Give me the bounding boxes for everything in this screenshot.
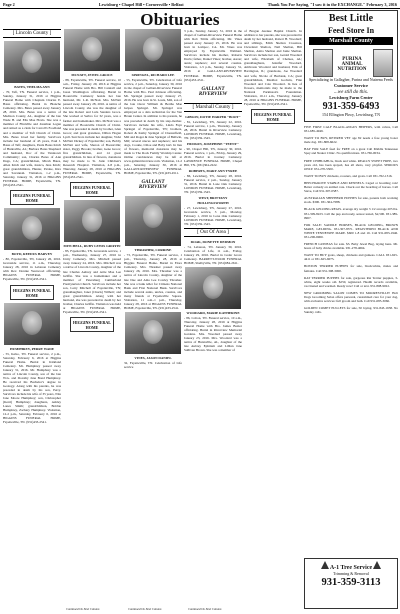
ad-brand: PURINA ANIMAL NUTRITION bbox=[337, 57, 367, 72]
obituary-entry bbox=[184, 311, 242, 352]
obituary-text: - 55, Kelso, TN. Funeral service, 2 p.m., Saturday, February 6, 2016 at Higgins Funeral Home. Burial in Kirkland Cemetery. Mr. Humphrey passed away January 31, 2016. Mr. Humphrey was a native of Lincoln County, son of the late W.G. and Dorothy Jane Bond Humphrey. He received his Bachelor's degree in Geology. Along with his parents, he was preceded in death by his son, Perry. Survivors include his wife of 35 years, Nita Jane Moore Humphrey; son, Christopher (Kerri) Humphrey; daughters, Ashley Lanes Smith; grandchildren, Bobbie Humphrey, Zachary Humphrey. Visitation, 12-2 p.m., Saturday, February 6, 2016 at HIGGINS FUNERAL HOME, Fayetteville, TN. (931)433-2541. bbox=[3, 351, 61, 425]
obituary-name: DOAK, DONETTE DEDMON bbox=[190, 239, 236, 244]
funeral-home-logo: HIGGINS FUNERAL HOME bbox=[251, 109, 295, 124]
obituary-text: - 74, Lebanon, TN. January 30, 2016. Celebration of Life, 11 a.m., Friday, January 29, 2016. Burial in Cedar Grove Cemetery. BARRETT-WOOD FUNERAL HOME, Shelbyville, TN. (931)684-2611. bbox=[184, 244, 242, 266]
obituary-text: - 73, Fayetteville, TN. Funeral service, 1 p.m., Thursday, January 28, 2016 at Higgins Funeral Home. Burial in Elora Cemetery. Mrs. Thrasher passed away January 26, 2016. Mrs. Thrasher was a native of Lincoln County, daughter of the late Dee and Ama Lee Cowley Thrasher. She was a bank teller for Citizens National Bank and First National Bank. Survivors include several aunts, uncles, cousins, and many friends at Fayetteville Square. Visitation, 11 a.m.-1 p.m., Thursday, January 28, 2016 at HIGGINS FUNERAL HOME, Fayetteville, TN. (931)433-2541. bbox=[124, 253, 182, 310]
tree-service-ad bbox=[304, 558, 398, 609]
column-5 bbox=[244, 28, 302, 611]
obituary-photo bbox=[4, 41, 60, 83]
obituary-name: MITCHELL, RUBY LEWIS GRIFFIN bbox=[63, 244, 121, 249]
obituary-name: VINES, JASON DANIEL bbox=[134, 355, 172, 360]
ad-specialty: Specializing in Gallagher, Purina and Nutrena Feeds bbox=[309, 77, 393, 82]
obituary-entry bbox=[184, 115, 242, 140]
obituary-name: WOODARD, MARIE KATHERINE bbox=[186, 311, 240, 316]
obituary-text: - 90, Chapel Hill, TN, January 30, 2016. Funeral service, 1 p.m., Friday, January 29, 2016. Burial in Journey Cemetery. LAWRENCE FUNERAL HOME, Chapel Hill, TN. (931)364-2222. bbox=[184, 146, 242, 168]
obituary-text: - 86, Colton, TN. Funeral service, 10 a.m., Thursday, January 28, 2016 at Higgins Funeral Home with Bro. James Baxter officiating. Burial in Riverview Memorial Gardens. Mrs. Woodard passed away January 23, 2016. Mrs. Woodard was a native of Huntsville, AL, daughter of the late Aubrey Ephriam and Lillian Jane Sullivan Brown. She was a member of bbox=[184, 316, 242, 353]
ad-phone: 931-359-6493 bbox=[322, 101, 380, 112]
tree-icon bbox=[321, 561, 329, 569]
classified-ad: BOSTON TERRIER PUPPIES for sale, black/white, males and females. Call 931-308-3000. bbox=[304, 264, 398, 273]
obituary-name: HUDSON, JOSEPHINE "TEENY" bbox=[187, 141, 239, 146]
obituary-text: of Brogan Avenue Baptist Church. In addition to her parents, she was preceded in death by her husband, Robert H. Woodard; and siblings, Edith Shelton Crosstree, Cleveland Shelton, Neil Shelton, Bill Shelton, Anita Shelton and Janie Shelton. Survivors include her son, Gerald Woodard and wife, Elizabeth of Chelsea, AL; granddaughters, Jennifer Woodard, Ambrosia Woodard and husband, Erik of Barrington, IL; grandsons, Joe Woodard and wife, Nicole of Burbank, CA; great grandchildren, Maddox Godwin, Finn Woodard and Cole Woodard. In lieu of flowers, memorials may be made to the National Parkinson's Foundation. Visitation, 10-11 a.m., Thursday, January 28, 2016 at HIGGINS FUNERAL HOME, Fayetteville, TN. (931)433-2541. bbox=[244, 29, 302, 106]
classified-ad: WANT TO BUY goats, sheep, chickens and guineas. CALL 931-625-4411 or 931-625-6075. bbox=[304, 253, 398, 262]
funeral-home-logo: HIGGINS FUNERAL HOME bbox=[10, 190, 54, 205]
obituary-name: SPRINGEL, RICHARD LEE bbox=[131, 73, 175, 77]
column-3 bbox=[124, 28, 182, 611]
obituary-entry bbox=[63, 73, 121, 179]
obituary-photo bbox=[125, 312, 181, 354]
header-slogan-date: Thank You For Saying, "I saw it in the EXCHANGE." February 3, 2016 bbox=[267, 1, 397, 7]
obituary-photo bbox=[125, 29, 181, 71]
ad-address: 154 Ellington Pkwy, Lewisburg, TN bbox=[321, 112, 381, 117]
ad-service-label: Customer Service bbox=[333, 83, 369, 88]
obituary-name: MCNATT, JEWEL GROCE bbox=[71, 73, 113, 77]
ad-tree-name: A-1 Tree Service bbox=[329, 565, 373, 571]
obituary-entry bbox=[3, 85, 61, 187]
obituary-entry bbox=[124, 73, 182, 175]
obituary-name: HUMPHREY, PERRY WADE bbox=[10, 346, 54, 351]
classified-ad: NEW GROOMING SALON COMES TO MOORESVILLE! Holt Dogs Grooming Salon offers personal, customized care for your dog, with exclusive services: full groom and bath. Call 931-685-3066. bbox=[304, 290, 398, 304]
ad-headline: Best Little bbox=[328, 13, 374, 24]
obituary-text: - 80, Fayetteville, TN, January 26, 2016. Graveside service, 11 a.m., Thursday, January 28, 2016 in Lebanon Cemetery with Rev. Donnie Yearwood officiating. HIGGINS FUNERAL HOME, Fayetteville, TN. (931)433-2541. bbox=[3, 257, 61, 282]
ad-headline-2: Feed Store In bbox=[327, 26, 375, 35]
obituary-photo bbox=[4, 303, 60, 345]
classifieds-list bbox=[304, 125, 398, 550]
classified-ad: FRENCH GUINEAS for sale. $3. Baby Jewel Bug, laying hens. Mt. hours of baby chicks available. 931-278-4664. bbox=[304, 242, 398, 251]
obituary-text: - 81, Lewisburg, TN, January 22, 2016. Funeral service, 1 p.m., Thursday, January 28, 2016. Burial in Riverview Cemetery. LONDON FUNERAL HOME, Lewisburg, TN. (931)359-1543. bbox=[184, 119, 242, 140]
obituary-entry bbox=[184, 169, 242, 194]
feed-store-ad bbox=[304, 10, 398, 122]
tree-icon bbox=[373, 561, 381, 569]
ad-county-banner: Marshall County bbox=[309, 37, 393, 45]
page-number: Page 2 bbox=[3, 1, 15, 7]
obituary-entry bbox=[3, 347, 61, 425]
funeral-home-logo: HIGGINS FUNERAL HOME bbox=[70, 317, 114, 332]
classified-ad: FOR SALE: SADDLE HORSES, BLACK GELDING, BROWN MARE, GELDING. 931-307-8371. REGISTERED BLACK AND WHITE TENNESSEE MARE. $600 1-8 and 16. Call 931-683-1946. 931-206-6960. bbox=[304, 222, 398, 239]
advertisement-column bbox=[304, 10, 398, 610]
continued-note: Continued On Next Column bbox=[66, 607, 100, 611]
obituary-name: THRASHER, CORRINE bbox=[134, 248, 172, 253]
section-heading: [ Marshall County ] bbox=[184, 103, 242, 112]
funeral-home-logo: HIGGINS FUNERAL HOME bbox=[70, 182, 114, 197]
page-title: Obituaries bbox=[140, 10, 220, 29]
obituary-entry bbox=[3, 252, 61, 281]
obituary-entry bbox=[184, 29, 242, 82]
obituary-name: ROBERTS, MARY ANN TYREE bbox=[188, 169, 238, 174]
funeral-home-logo: GALLANT RIVERVIEW bbox=[138, 180, 168, 191]
column-4 bbox=[184, 28, 242, 611]
page-header bbox=[0, 0, 400, 9]
section-heading: [ Out Of Area ] bbox=[184, 228, 242, 237]
obituary-entry bbox=[124, 248, 182, 310]
classified-ad: WANT TO BUY, RETIRED VET age 82 needs a free young boxer male dog. 931-808-6622. bbox=[304, 136, 398, 145]
obituary-text: - 55, Fayetteville, TN. Celebration of Life service, 2 p.m., Saturday, January 30, 2016 in the chapel of Gallant-Riverview Funeral Home with Bro. Paul Johnson officiating. Mr. Springel passed away January 27, 2016. He was born in St. Louis, MO, son of the late Oscar William & Bertha Mae Gripes Springel. Mr. Springel was employed as a data technician for the Van Braun Center. In addition to his parents, he was preceded in death by his step-mother. Survivors include his wife, Linda Faye Springel of Fayetteville, TN; brothers, Robert & Kathy Springel of Chesterfield, MO and Roger & Jane Springel of Ballwin, MO; several nieces and nephews; and his dogs, Cookie, Chloe and Baby Girl. In lieu of flowers, memorial donations may be made to The Rock Family Worship Center. Online condolences may be left at www.gallantriverview.com. Visitation, 12-2 p.m., Saturday, January 30, 2016 at GALLANT-RIVERVIEW FUNERAL HOME, Fayetteville, TN. (931)433-4511. bbox=[124, 78, 182, 176]
classified-ad: HAY FOR SALE feed for FREE on a great Call Middle Tennessee Spay and Neuter Clinic. No qualifications. 931-766-0034. bbox=[304, 147, 398, 156]
classified-ad: GOLDEN COMET PULLETS for sale, 50 laying. 931-843-1938. No Sunday calls. bbox=[304, 306, 398, 315]
obituary-photo bbox=[64, 200, 120, 242]
obituary-text: - 27, Lewisburg, TN, January 27, 2016. Graveside service, 3 p.m., Monday, February 1, 2016 in Lone Oak Cemetery. LONDON FUNERAL HOME, Lewisburg, TN. (931)359-1543. bbox=[184, 205, 242, 226]
obituary-entry bbox=[184, 196, 242, 225]
section-heading: [ Lincoln County ] bbox=[3, 29, 61, 38]
obituary-text: - 70, Taft, TN. Funeral service, 1 p.m., Sunday, January 31, 2016 at Higgins Funeral Home with Chaplain Charles E. Bates officiating. Burial in Blanche Cemetery. Mrs. Bates passed away January 28, 2016. Mrs. Bates was a native of Madison County, AL, daughter of the late Wade H. and Ella Mae Hovis. She was a member of Flintville and Jonathan Logan and retired as a clerk for Carroll's Foodland and a member of Taft Church of Christ. Mrs. Bates loved her family. Survivors include her husband of 43 years, Paul J. Bates of Taft; daughters, Paula Bates Kirch of Huntsville, AL; Barbara Bates Shepherd and husband, Doc of the Vanntown Community; son, Charles Bates of Ann Dago, CA; grandchildren, Micah Bates, Allen Kirch and wife, Jessica, Jana Kirch; great grandchildren, Hunter, Paxlee, Kira and Savannah. Visitation, 1-2 p.m., Saturday, January 31, 2016 at HIGGINS FUNERAL HOME, Fayetteville, TN. (931)433-2541. bbox=[3, 90, 61, 188]
ad-business-name: Lewisburg Farm Center bbox=[329, 95, 373, 100]
feed-sack-icon bbox=[373, 49, 393, 77]
obituary-entry bbox=[244, 29, 302, 106]
column-1 bbox=[3, 28, 61, 611]
obituary-text: - 83, Fayetteville, TN. Graveside service, 1 p.m., Wednesday, January 27, 2016 in Unity Cemetery. Mrs. Mitchell passed away January 24, 2016. Mrs. Mitchell was a native of Lincoln County, daughter of the late Charles Aubrey and Artie Mae Lee Griffin. She was a homemaker and a member of Petersburg Cumberland Presbyterian Church. Survivors include her son, Larry Mitchell of Fayetteville, TN; granddaughter, Janet (Chuck) Wilhoit; and great grandchildren. Along with her husband, she was preceded in death by her brother, Charles Griffin. Visitation was held at HIGGINS FUNERAL HOME, Fayetteville, TN. (931)433-2541. bbox=[63, 249, 121, 314]
obituary-text: 32, Fayetteville, TN. Celebration of Life service bbox=[124, 360, 182, 369]
classified-ad: RAT TERRIER PUPPIES for sale, gorgeous Rat Terrier puppies, 3-white, eight weeks old. $250, registered. Health records available, vaccinated and wormed. Ready now! Call or text. 931-808-9022. bbox=[304, 275, 398, 288]
column-2 bbox=[63, 28, 121, 611]
obituary-photo bbox=[4, 208, 60, 250]
obituary-photo bbox=[185, 267, 241, 309]
obituary-name: GIBSON, DOTIE HARPER "BOOT" bbox=[185, 114, 241, 119]
classified-ad: AUSTRALIAN SHEPHERD PUPPIES for sale, parents both working stock. $300. 931-364-7088. bbox=[304, 196, 398, 205]
ad-tree-services: Trimming & Removal bbox=[333, 571, 369, 576]
obituary-name: WEST, BRITTANY HOLLINGSWORTH bbox=[197, 196, 229, 205]
continued-note: Continued On Next Column bbox=[128, 607, 162, 611]
ad-tree-phone: 931-359-3113 bbox=[321, 577, 381, 588]
classified-ad: FIVE FIRST CALF BLACK-ANGUS HEIFERS, with calves, Call 931-685-4949. bbox=[304, 125, 398, 134]
publication-towns: Lewisburg • Chapel Hill • Cornersville • Belfast bbox=[98, 1, 184, 7]
feed-sack-icon bbox=[313, 49, 333, 77]
obituary-entry bbox=[63, 244, 121, 314]
obituary-text: - 88, Fayetteville, TN. Funeral service, 10 a.m., Friday, January 29, 2016 at Higgins Funeral Home with Bro. Bill Cantrell and Jason Waddington officiating. Burial in Boonsville Cemetery beside her late husband, Mr. L.R. McNatt. Mrs. McNatt passed away January 28, 2016. A native of Lincoln County, she was the daughter of the late Robert and Lula Sanders Groce. She worked at Serbro for 32 years, was a farmer and homemaker. Mrs. McNatt was a member of Boonsville Church of Christ. She was preceded in death by brother, Glen Groce; and great grandson, Dillon Hogan Lyell. Survivors include her daughter, Vicki McNatt Dickey of Fayetteville; son, Bobby McNatt and wife, Sharon of Boonsville; sister, Peggy Brooks; brother, Gene Groce; five grandchildren, and 14 great grandchildren. In lieu of flowers, donations may be made to St. Jude Children's Research Hospital. Visitation, 4-8 p.m., Thursday, January 28, 2016 at HIGGINS FUNERAL HOME, Fayetteville, TN. (931)433-2541. bbox=[63, 78, 121, 180]
ad-tagline: ...we still do this. bbox=[333, 90, 369, 95]
obituary-entry bbox=[184, 142, 242, 167]
obituary-entry bbox=[124, 356, 182, 369]
obituary-photo bbox=[125, 196, 181, 246]
obituary-name: BOYD, REEDUS HARVEY bbox=[11, 252, 53, 257]
continued-note: Continued On Next Column bbox=[188, 607, 222, 611]
obituary-text: 3 p.m., Sunday, January 31, 2016 in the chapel of Gallant-Riverview Funeral Home with Rob Trittle officiating. Mr. Vines passed away January 25, 2016. He was born in Lompoc, CA. Mr. Vines was employed by Fayetteville Walmart. Survivors include his mother, Roberta Davis; father, Daniel Vines; brother, Aaron; aunts; nephews; and several cousins. Visitation, 1-3 p.m., Sunday, January 31, 2016 at GALLANT-RIVERVIEW FUNERAL HOME, Fayetteville, TN. (931)433-4511. bbox=[184, 29, 242, 82]
feed-sacks-image bbox=[305, 47, 397, 77]
obituary-name: BATES, THELMA ANN bbox=[14, 85, 50, 89]
obituary-entry bbox=[184, 240, 242, 265]
classified-ad: BEECHGROVE STABLE AND KENNELS. Caged or boarding cats! Better comedy on animal care. Check out the boarding of horses. Call Steve, Call 931-307-0587. bbox=[304, 180, 398, 194]
classified-ad: BLACK GELDING REGIS. average dry weight 3 1/2 average 205 lbs. 931-309-8223. Call the pup and ready, sensor tested, $2,500. 931-389-0967. bbox=[304, 207, 398, 220]
obituary-photo bbox=[64, 29, 120, 71]
classified-ad: FREE CHIHUAHUA, black and white. REALLY SWEET FREE, two years old, has been spayed, has all shots, very playful. SERIOUS ONLY. 931-270-5300. bbox=[304, 158, 398, 171]
classified-ad: WANT TO BUY chickens, roosters, and goats. Call 931-762-1316. bbox=[304, 173, 393, 178]
funeral-home-logo: HIGGINS FUNERAL HOME bbox=[10, 285, 54, 300]
funeral-home-logo: GALLANT RIVERVIEW bbox=[198, 86, 228, 97]
obituary-text: - 86, Lewisburg, TN, January 28, 2016. Funeral service, 2 p.m., Sunday, January 31, 2016. Burial in Lone Oak Cemetery. LONDON FUNERAL HOME, Lewisburg, TN. (931)359-1543. bbox=[184, 174, 242, 195]
